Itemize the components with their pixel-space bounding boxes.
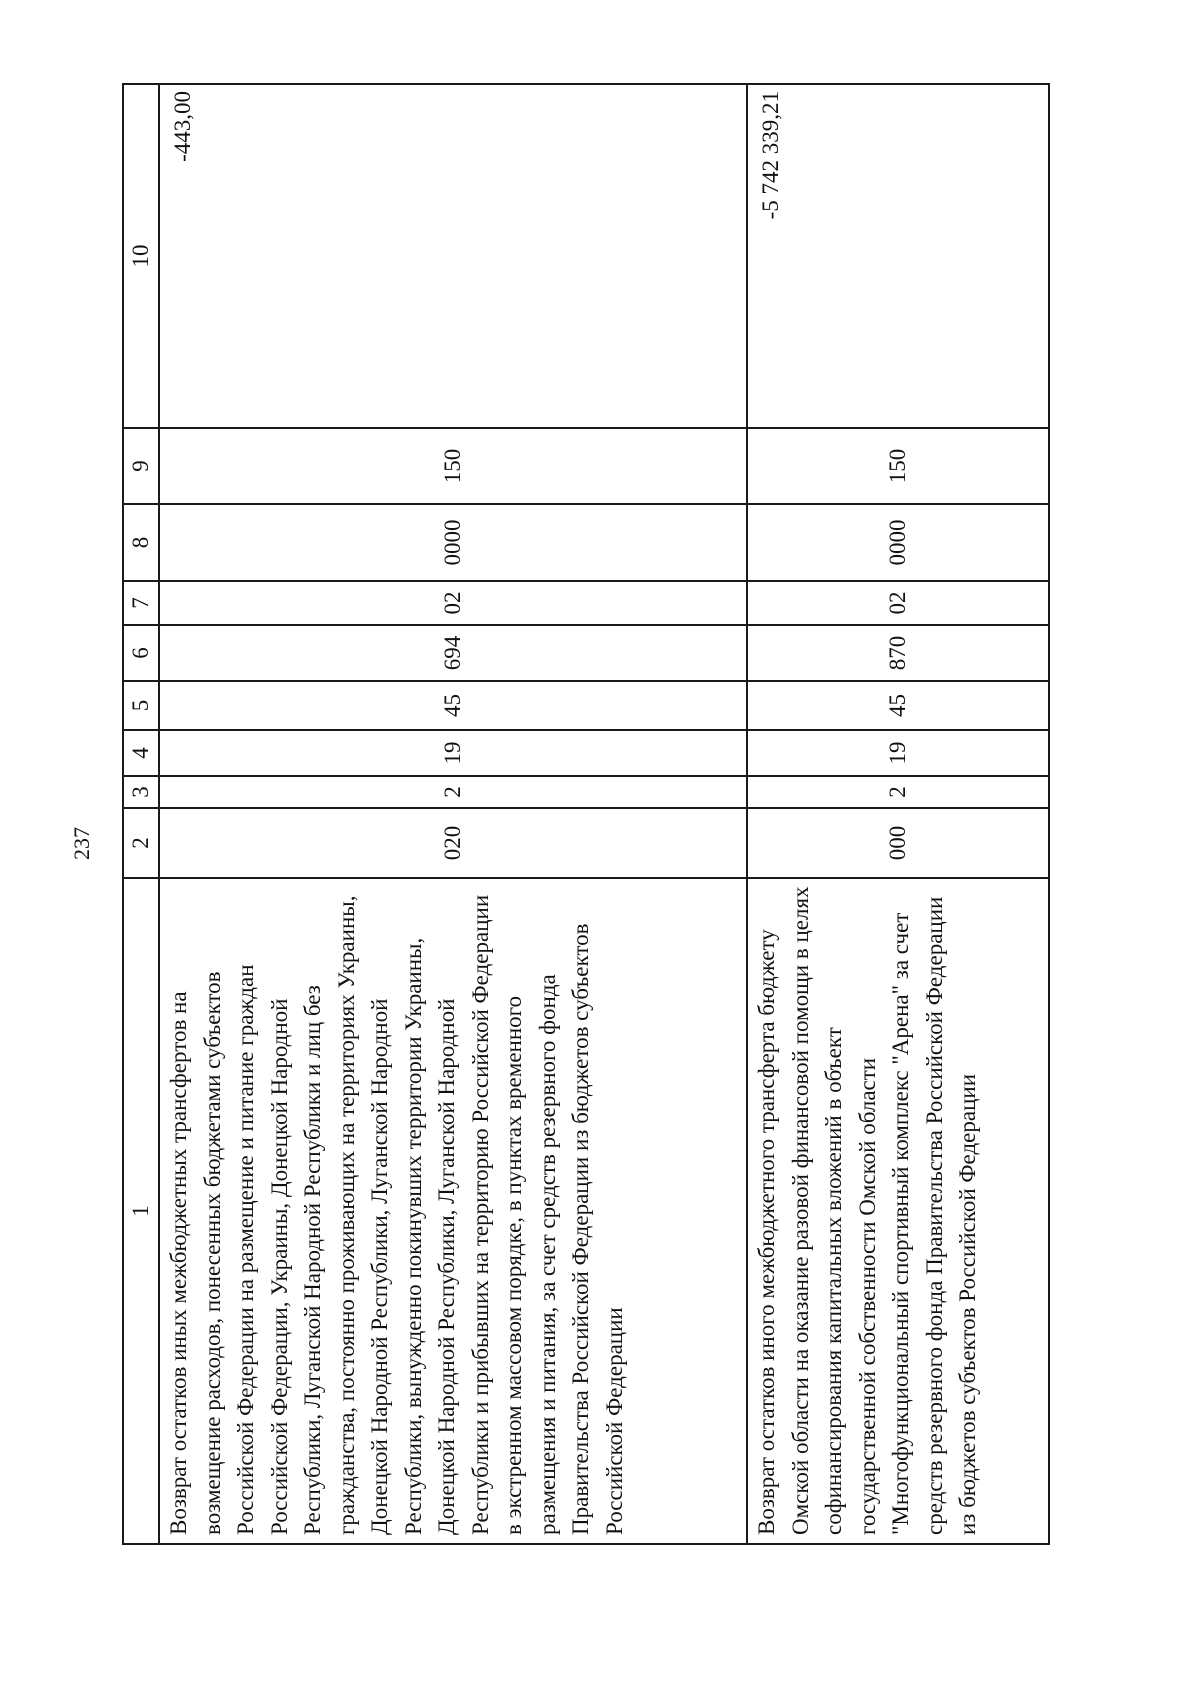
header-cell: 3 [123,776,159,808]
code-cell: 2 [159,776,747,808]
row-description: Возврат остатков иного межбюджетного трансферта бюджету Омской области на оказание разовой финансовой помощи в целях софинансирования капитальных вложений в объект государственной собственности Омской области "Многофункциональный спортивный комплекс "Арена" за счет средств резервного фонда Правительства Российской Федерации из бюджетов субъектов Российской Федерации [747,878,1049,1544]
code-cell: 150 [159,428,747,504]
code-cell: 000 [747,808,1049,878]
header-cell: 8 [123,504,159,581]
header-cell: 1 [123,878,159,1544]
header-cell: 9 [123,428,159,504]
code-cell: 02 [747,581,1049,625]
code-cell: 020 [159,808,747,878]
table-row [747,84,1049,1544]
code-cell: 02 [159,581,747,625]
page-number: 237 [69,827,94,860]
amount-cell: -443,00 [159,84,747,428]
row-description: Возврат остатков иных межбюджетных трансфертов на возмещение расходов, понесенных бюджетами субъектов Российской Федерации на размещение и питание граждан Российской Федерации, Украины, Донецкой Народной Республики, Луганской Народной Республики и лиц без гражданства, постоянно проживающих на территориях Украины, Донецкой Народной Республики, Луганской Народной Республики, вынужденно покинувших территории Украины, Донецкой Народной Республики, Луганской Народной Республики и прибывших на территорию Российской Федерации в экстренном массовом порядке, в пунктах временного размещения и питания, за счет средств резервного фонда Правительства Российской Федерации из бюджетов субъектов Российской Федерации [159,878,747,1544]
code-cell: 0000 [747,504,1049,581]
code-cell: 19 [747,730,1049,776]
header-cell: 4 [123,730,159,776]
code-cell: 0000 [159,504,747,581]
code-cell: 45 [747,681,1049,730]
table-header-row [123,84,159,1544]
header-cell: 2 [123,808,159,878]
code-cell: 2 [747,776,1049,808]
budget-table [122,83,1050,1545]
table-row [159,84,747,1544]
header-cell: 7 [123,581,159,625]
budget-table-wrapper [122,85,1040,1545]
header-cell: 6 [123,625,159,681]
code-cell: 870 [747,625,1049,681]
code-cell: 150 [747,428,1049,504]
code-cell: 19 [159,730,747,776]
code-cell: 694 [159,625,747,681]
code-cell: 45 [159,681,747,730]
header-cell: 5 [123,681,159,730]
amount-cell: -5 742 339,21 [747,84,1049,428]
header-cell: 10 [123,84,159,428]
